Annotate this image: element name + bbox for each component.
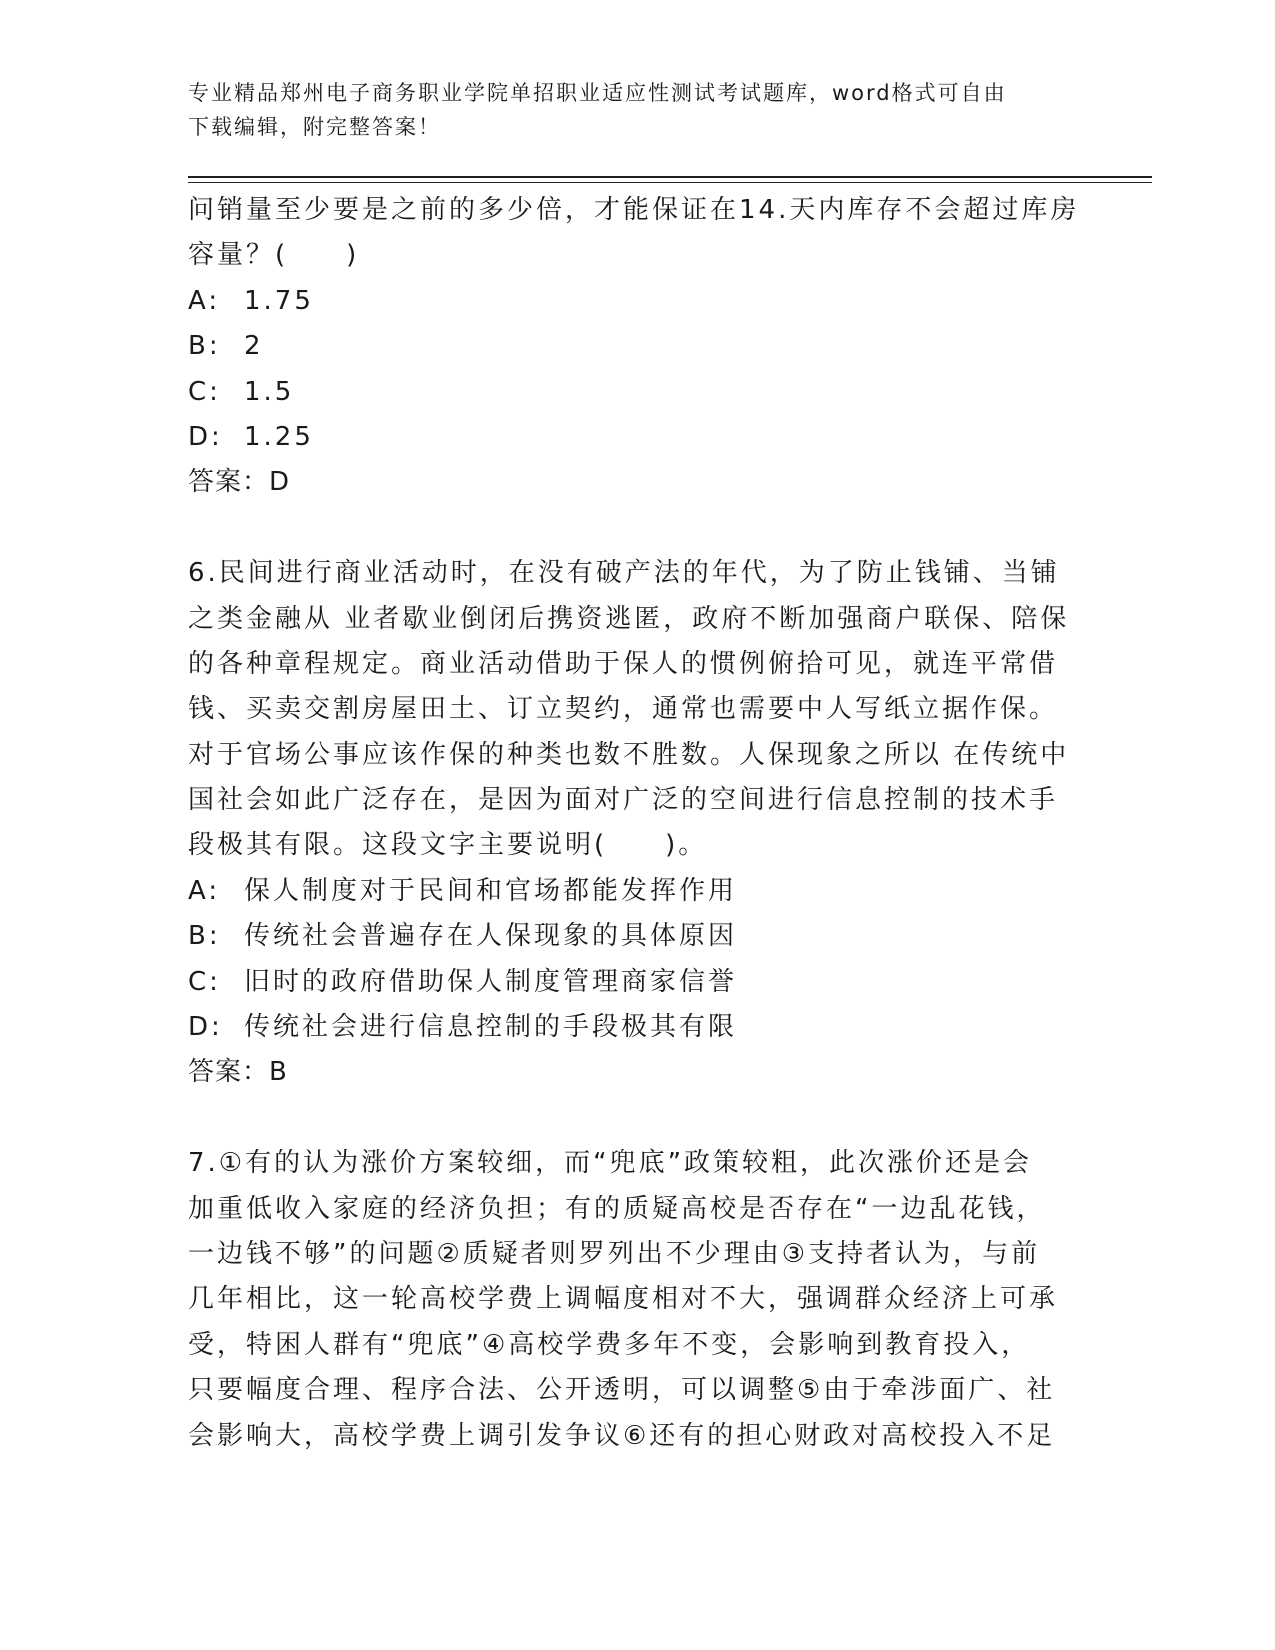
option-letter: B: xyxy=(188,331,221,362)
option-b xyxy=(188,914,1088,959)
option-letter: A: xyxy=(188,875,221,906)
question-text-line: 对于官场公事应该作保的种类也数不胜数。人保现象之所以 在传统中 xyxy=(188,739,1070,770)
answer-line: 答案：D xyxy=(188,467,291,498)
option-b xyxy=(188,324,1088,369)
option-letter: A: xyxy=(188,285,221,316)
option-text: 1.5 xyxy=(244,376,295,407)
option-d xyxy=(188,1005,1088,1050)
question-text-line: 会影响大，高校学费上调引发争议⑥还有的担心财政对高校投入不足 xyxy=(188,1420,1056,1451)
header-line-2: 下载编辑，附完整答案！ xyxy=(188,115,441,139)
option-text: 1.75 xyxy=(244,285,314,316)
spacer xyxy=(188,1096,1088,1141)
option-a xyxy=(188,279,1088,324)
option-text: 保人制度对于民间和官场都能发挥作用 xyxy=(244,875,738,906)
option-text: 2 xyxy=(244,331,264,362)
question-text-line: 容量？( ) xyxy=(188,240,360,271)
option-letter: C: xyxy=(188,376,221,407)
page-header xyxy=(188,76,1088,144)
spacer xyxy=(188,506,1088,551)
question-text-line: 钱、买卖交割房屋田土、订立契约，通常也需要中人写纸立据作保。 xyxy=(188,694,1059,725)
document-body xyxy=(188,188,1088,1459)
question-text-line: 问销量至少要是之前的多少倍，才能保证在14.天内库存不会超过库房 xyxy=(188,195,1080,225)
answer-line: 答案：B xyxy=(188,1057,288,1088)
question-text-line: 国社会如此广泛存在，是因为面对广泛的空间进行信息控制的技术手 xyxy=(188,785,1059,816)
question-7 xyxy=(188,1141,1088,1459)
option-text: 旧时的政府借助保人制度管理商家信誉 xyxy=(244,966,738,997)
header-line-1: 专业精品郑州电子商务职业学院单招职业适应性测试考试题库，word格式可自由 xyxy=(188,81,1007,105)
question-text-line: 只要幅度合理、程序合法、公开透明，可以调整⑤由于牵涉面广、社 xyxy=(188,1375,1056,1406)
option-c xyxy=(188,960,1088,1005)
option-c xyxy=(188,370,1088,415)
question-6 xyxy=(188,551,1088,1096)
question-text-line: 之类金融从 业者歇业倒闭后携资逃匿，政府不断加强商户联保、陪保 xyxy=(188,603,1070,634)
header-divider-thick xyxy=(188,176,1152,178)
option-letter: C: xyxy=(188,966,221,997)
question-5 xyxy=(188,188,1088,506)
header-divider-thin xyxy=(188,182,1152,183)
question-text-line: 段极其有限。这段文字主要说明( )。 xyxy=(188,830,708,861)
option-d xyxy=(188,415,1088,460)
question-text-line: 一边钱不够”的问题②质疑者则罗列出不少理由③支持者认为，与前 xyxy=(188,1238,1041,1269)
question-text-line: 受，特困人群有“兜底”④高校学费多年不变，会影响到教育投入， xyxy=(188,1329,1031,1360)
option-text: 传统社会普遍存在人保现象的具体原因 xyxy=(244,921,738,952)
question-text-line: 的各种章程规定。商业活动借助于保人的惯例俯拾可见，就连平常借 xyxy=(188,648,1059,679)
option-letter: D: xyxy=(188,1012,223,1043)
question-text-line: 6.民间进行商业活动时，在没有破产法的年代，为了防止钱铺、当铺 xyxy=(188,558,1060,589)
option-letter: B: xyxy=(188,921,221,952)
question-text-line: 加重低收入家庭的经济负担；有的质疑高校是否存在“一边乱花钱， xyxy=(188,1193,1046,1224)
option-a xyxy=(188,869,1088,914)
option-text: 传统社会进行信息控制的手段极其有限 xyxy=(244,1012,738,1043)
question-text-line: 7.①有的认为涨价方案较细，而“兜底”政策较粗，此次涨价还是会 xyxy=(188,1148,1033,1179)
question-text-line: 几年相比，这一轮高校学费上调幅度相对不大，强调群众经济上可承 xyxy=(188,1284,1059,1315)
option-letter: D: xyxy=(188,421,223,452)
option-text: 1.25 xyxy=(244,421,314,452)
